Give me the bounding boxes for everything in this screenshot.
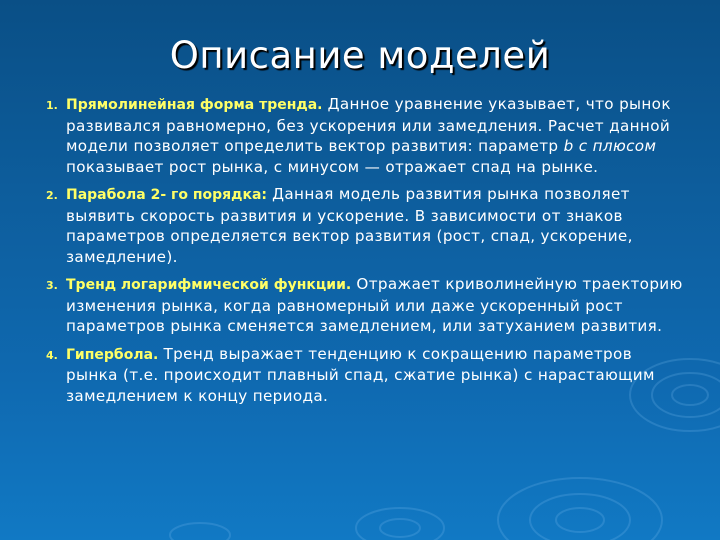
list-item: [46, 274, 686, 337]
list-item: [46, 344, 686, 407]
item-heading: Тренд логарифмической функции.: [66, 277, 352, 293]
item-number: 3.: [46, 279, 58, 292]
item-number: 2.: [46, 189, 58, 202]
list-item: [46, 184, 686, 267]
item-number: 1.: [46, 99, 58, 112]
slide-title: Описание моделей: [169, 34, 551, 77]
item-heading: Гипербола.: [66, 346, 159, 363]
item-text: Тренд выражает тенденцию к сокращению параметров рынка (т.е. происходит плавный спад, сжатие рынка) с нарастающим замедлением к концу периода.: [66, 344, 655, 405]
item-text-continued: показывает рост рынка, с минусом — отражает спад на рынке.: [66, 157, 599, 176]
item-paragraph: [66, 184, 686, 267]
models-list: [46, 94, 686, 413]
item-paragraph: [66, 274, 686, 337]
item-text: Данное уравнение указывает, что рынок развивался равномерно, без ускорения или замедления. Расчет данной модели позволяет определить вектор развития: параметр: [66, 95, 671, 155]
item-heading: Прямолинейная форма тренда.: [66, 97, 323, 113]
item-text: Данная модель развития рынка позволяет выявить скорость развития и ускорение. В зависимости от знаков параметров определяется вектор развития (рост, спад, ускорение, замедление).: [66, 185, 633, 266]
list-item: [46, 94, 686, 177]
item-heading: Парабола 2- го порядка:: [66, 187, 267, 203]
item-number: 4.: [46, 348, 58, 362]
item-paragraph: [66, 344, 686, 407]
item-emphasis: b с плюсом: [563, 137, 657, 155]
item-paragraph: [66, 94, 686, 177]
item-text: Отражает криволинейную траекторию изменения рынка, когда равномерный или даже ускоренный рост параметров рынка сменяется замедлением, или затуханием развития.: [66, 275, 683, 335]
